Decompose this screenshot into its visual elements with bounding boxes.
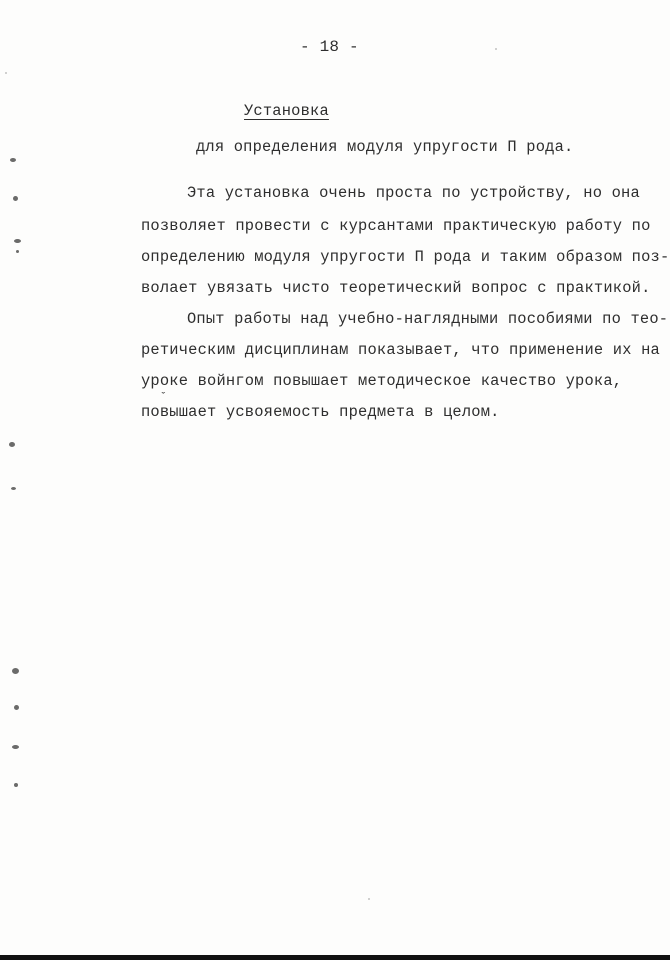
binder-hole-mark: [11, 487, 16, 490]
heading-title: Установка: [244, 102, 329, 120]
scan-bottom-edge: [0, 955, 670, 960]
body-line-2: позволяет провести с курсантами практическую работу по: [141, 217, 651, 235]
paper-speck: [5, 72, 7, 74]
binder-hole-mark: [9, 442, 15, 447]
binder-hole-mark: [12, 668, 19, 674]
body-line-3: определению модуля упругости П рода и таким образом поз-: [141, 248, 670, 266]
paper-speck: [495, 48, 497, 50]
body-line-7: уроке войнгом повышает методическое качество урока,: [141, 372, 623, 390]
body-line-1: Эта установка очень проста по устройству, но она: [187, 184, 640, 202]
heading-subtitle: для определения модуля упругости П рода.: [196, 138, 574, 156]
binder-hole-mark: [14, 783, 18, 787]
binder-hole-mark: [12, 745, 19, 749]
body-line-8: повышает усвояемость предмета в целом.: [141, 403, 500, 421]
binder-hole-mark: [14, 239, 21, 243]
binder-hole-mark: [13, 196, 18, 201]
body-line-6: ретическим дисциплинам показывает, что применение их на: [141, 341, 660, 359]
paper-speck: [368, 898, 370, 900]
correction-mark: ˇ: [160, 392, 167, 404]
body-line-5: Опыт работы над учебно-наглядными пособиями по тео-: [187, 310, 669, 328]
page-number: - 18 -: [300, 38, 359, 56]
body-line-4: волает увязать чисто теоретический вопрос с практикой.: [141, 279, 651, 297]
binder-hole-mark: [16, 250, 19, 253]
binder-hole-mark: [10, 158, 16, 162]
binder-hole-mark: [14, 705, 19, 710]
